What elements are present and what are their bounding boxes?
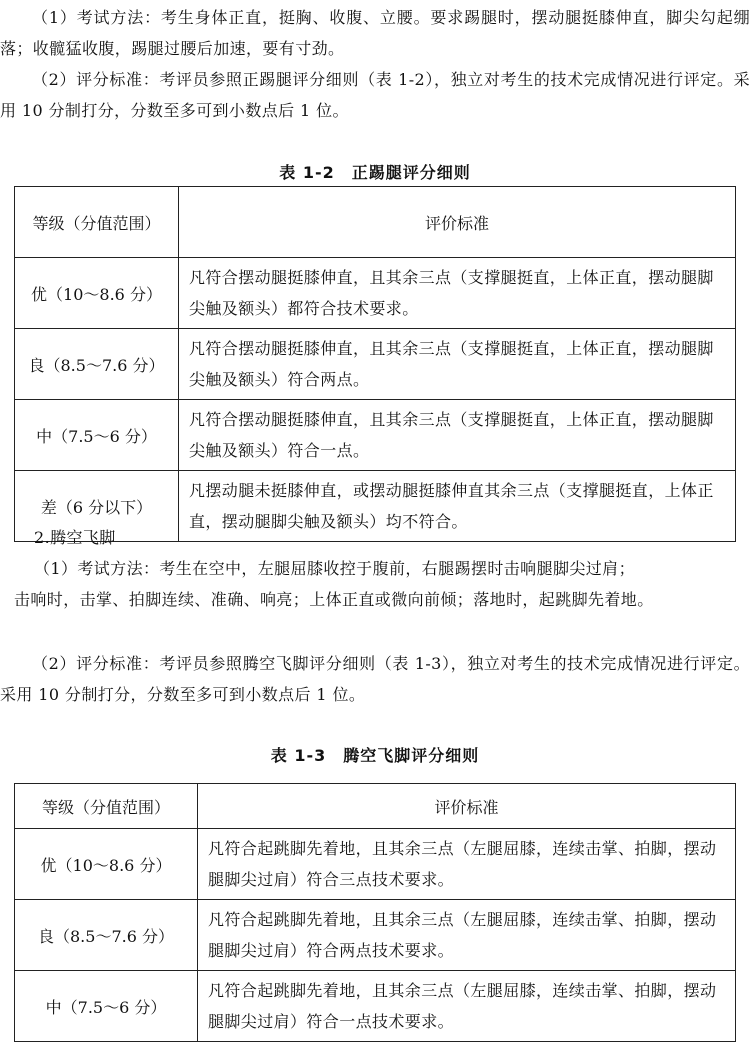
grade-cell: 良（8.5～7.6 分）: [15, 329, 179, 400]
table-row: [15, 829, 736, 900]
grade-cell: 良（8.5～7.6 分）: [15, 900, 198, 971]
table-header-row: [15, 187, 736, 258]
flying-kick-method-line2: 击响时，击掌、拍脚连续、准确、响亮；上体正直或微向前倾；落地时，起跳脚先着地。: [14, 590, 654, 609]
grade-cell: 中（7.5～6 分）: [15, 400, 179, 471]
table-1-3: [14, 783, 736, 1042]
grade-cell: 优（10～8.6 分）: [15, 829, 198, 900]
criteria-cell: 凡摆动腿未挺膝伸直，或摆动腿挺膝伸直其余三点（支撑腿挺直，上体正直，摆动腿脚尖触及额头）均不符合。: [179, 471, 736, 542]
table-row: [15, 400, 736, 471]
criteria-column-header: 评价标准: [198, 784, 736, 829]
grade-cell: 中（7.5～6 分）: [15, 971, 198, 1042]
criteria-cell: 凡符合起跳脚先着地，且其余三点（左腿屈膝，连续击掌、拍脚，摆动腿脚尖过肩）符合一点技术要求。: [198, 971, 736, 1042]
criteria-cell: 凡符合摆动腿挺膝伸直，且其余三点（支撑腿挺直，上体正直，摆动腿脚尖触及额头）都符合技术要求。: [179, 258, 736, 329]
table-header-row: [15, 784, 736, 829]
grade-cell: 差（6 分以下）: [15, 471, 179, 542]
table-row: [15, 971, 736, 1042]
criteria-column-header: 评价标准: [179, 187, 736, 258]
table-1-2-caption: 表 1-2 正踢腿评分细则: [279, 163, 471, 182]
table-row: [15, 900, 736, 971]
table-row: [15, 329, 736, 400]
flying-kick-method-line1: （1）考试方法：考生在空中，左腿屈膝收控于腹前，右腿踢摆时击响腿脚尖过肩；: [34, 559, 635, 578]
grade-column-header: 等级（分值范围）: [15, 784, 198, 829]
grade-column-header: 等级（分值范围）: [15, 187, 179, 258]
table-row: [15, 258, 736, 329]
kick-method-paragraph: （1）考试方法：考生身体正直，挺胸、收腹、立腰。要求踢腿时，摆动腿挺膝伸直，脚尖勾起绷落；收髋猛收腹，踢腿过腰后加速，要有寸劲。: [0, 8, 750, 58]
flying-kick-scoring-paragraph: （2）评分标准：考评员参照腾空飞脚评分细则（表 1-3），独立对考生的技术完成情况进行评定。采用 10 分制打分，分数至多可到小数点后 1 位。: [0, 654, 750, 704]
criteria-cell: 凡符合摆动腿挺膝伸直，且其余三点（支撑腿挺直，上体正直，摆动腿脚尖触及额头）符合两点。: [179, 329, 736, 400]
criteria-cell: 凡符合起跳脚先着地，且其余三点（左腿屈膝，连续击掌、拍脚，摆动腿脚尖过肩）符合两点技术要求。: [198, 900, 736, 971]
table-1-3-caption: 表 1-3 腾空飞脚评分细则: [270, 746, 480, 765]
criteria-cell: 凡符合摆动腿挺膝伸直，且其余三点（支撑腿挺直，上体正直，摆动腿脚尖触及额头）符合一点。: [179, 400, 736, 471]
kick-scoring-paragraph: （2）评分标准：考评员参照正踢腿评分细则（表 1-2），独立对考生的技术完成情况进行评定。采用 10 分制打分，分数至多可到小数点后 1 位。: [0, 70, 750, 120]
section-heading: 2.腾空飞脚: [34, 528, 116, 547]
table-1-2: [14, 186, 736, 542]
criteria-cell: 凡符合起跳脚先着地，且其余三点（左腿屈膝，连续击掌、拍脚，摆动腿脚尖过肩）符合三点技术要求。: [198, 829, 736, 900]
grade-cell: 优（10～8.6 分）: [15, 258, 179, 329]
